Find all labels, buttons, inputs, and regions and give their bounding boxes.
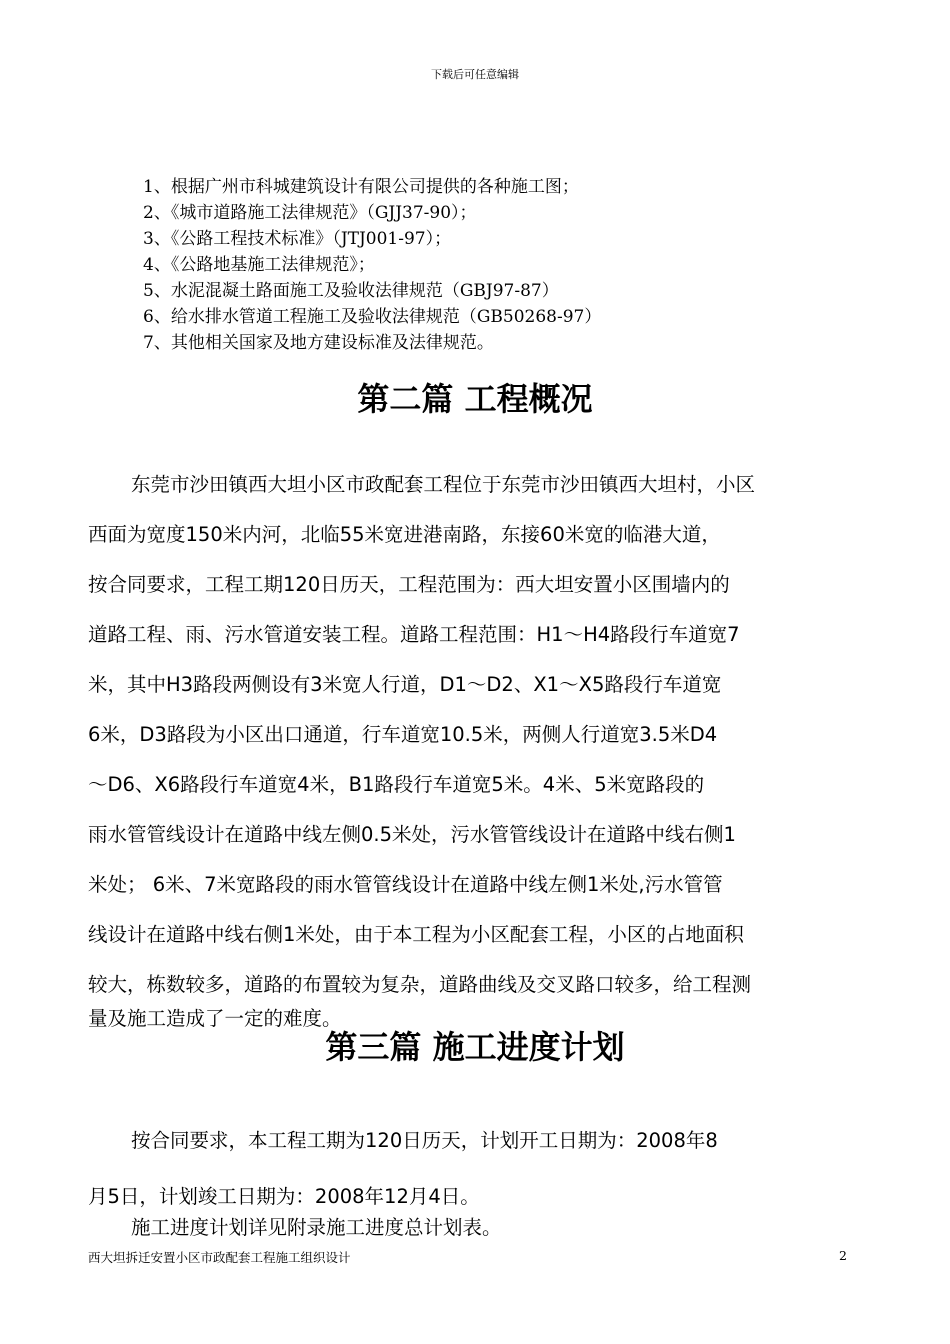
paragraph-line: 线设计在道路中线右侧1米处，由于本工程为小区配套工程，小区的占地面积 — [88, 923, 744, 946]
reference-item: 3、《公路工程技术标准》（JTJ001-97）； — [143, 229, 452, 249]
reference-item: 6、给水排水管道工程施工及验收法律规范（GB50268-97） — [143, 307, 602, 327]
paragraph-line: 施工进度计划详见附录施工进度总计划表。 — [131, 1216, 502, 1239]
reference-list — [143, 174, 863, 356]
paragraph-line: 道路工程、雨、污水管道安装工程。道路工程范围：H1～H4路段行车道宽7 — [88, 623, 740, 646]
paragraph-line: 较大，栋数较多，道路的布置较为复杂，道路曲线及交叉路口较多，给工程测 — [88, 973, 752, 996]
paragraph-line: 米，其中H3路段两侧设有3米宽人行道，D1～D2、X1～X5路段行车道宽 — [88, 673, 722, 696]
paragraph-line: 西面为宽度150米内河，北临55米宽进港南路，东接60米宽的临港大道， — [88, 523, 721, 546]
reference-item: 7、其他相关国家及地方建设标准及法律规范。 — [143, 333, 494, 353]
reference-item: 2、《城市道路施工法律规范》（GJJ37-90）； — [143, 203, 477, 223]
section-3-note — [88, 1213, 858, 1243]
paragraph-line: 月5日，计划竣工日期为：2008年12月4日。 — [88, 1185, 480, 1208]
section-2-paragraph — [88, 470, 858, 1038]
section-3-title: 第三篇 施工进度计划 — [325, 1028, 625, 1066]
paragraph-line: 按合同要求，工程工期120日历天，工程范围为：西大坦安置小区围墙内的 — [88, 573, 730, 596]
section-2-title: 第二篇 工程概况 — [357, 380, 593, 418]
footer-page-number: 2 — [839, 1248, 847, 1263]
paragraph-line: 6米，D3路段为小区出口通道，行车道宽10.5米，两侧人行道宽3.5米D4 — [88, 723, 718, 746]
paragraph-line: 按合同要求，本工程工期为120日历天，计划开工日期为：2008年8 — [131, 1129, 718, 1152]
page-header-note: 下载后可任意编辑 — [431, 68, 519, 81]
reference-item: 5、水泥混凝土路面施工及验收法律规范（GBJ97-87） — [143, 281, 559, 301]
paragraph-line: 东莞市沙田镇西大坦小区市政配套工程位于东莞市沙田镇西大坦村，小区 — [131, 473, 756, 496]
paragraph-line: ～D6、X6路段行车道宽4米，B1路段行车道宽5米。4米、5米宽路段的 — [88, 773, 705, 796]
paragraph-line: 量及施工造成了一定的难度。 — [88, 1007, 342, 1030]
reference-item: 1、根据广州市科城建筑设计有限公司提供的各种施工图； — [143, 177, 579, 197]
reference-item: 4、《公路地基施工法律规范》； — [143, 255, 375, 275]
paragraph-line: 米处； 6米、7米宽路段的雨水管管线设计在道路中线左侧1米处,污水管管 — [88, 873, 723, 896]
footer-document-title: 西大坦拆迁安置小区市政配套工程施工组织设计 — [88, 1250, 351, 1265]
paragraph-line: 雨水管管线设计在道路中线左侧0.5米处，污水管管线设计在道路中线右侧1 — [88, 823, 736, 846]
